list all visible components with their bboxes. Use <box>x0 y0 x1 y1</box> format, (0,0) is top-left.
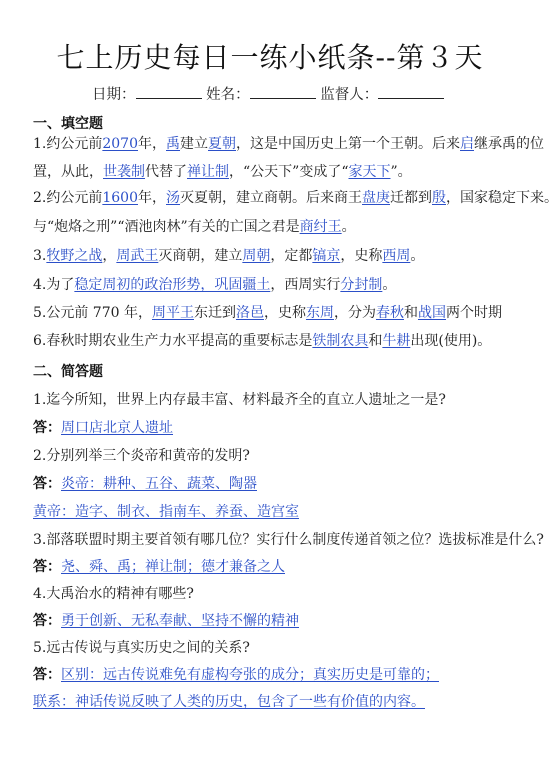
short-question-2: 2.分别列举三个炎帝和黄帝的发明? <box>33 448 250 464</box>
answer-blank: 启 <box>460 136 474 152</box>
answer-blank: 分封制 <box>340 277 383 293</box>
answer-blank: 周平王 <box>151 305 194 321</box>
short-question-4: 4.大禹治水的精神有哪些? <box>33 586 194 602</box>
answer-blank: 周武王 <box>116 248 159 264</box>
answer-blank: 禹 <box>166 136 180 152</box>
answer-blank: 春秋 <box>375 305 404 321</box>
section-fill-heading: 一、填空题 <box>33 116 103 132</box>
short-answer-5-cont: 联系：神话传说反映了人类的历史，包含了一些有价值的内容。 <box>33 694 425 710</box>
answer-blank: 2070 <box>102 136 138 152</box>
short-answer-3: 答：尧、舜、禹；禅让制；德才兼备之人 <box>33 559 285 575</box>
fill-question-3: 3.牧野之战，周武王灭商朝，建立周朝，定都镐京，史称西周。 <box>33 248 425 264</box>
answer-blank: 牛耕 <box>382 333 411 349</box>
answer-blank: 战国 <box>417 305 446 321</box>
answer-blank: 夏朝 <box>208 136 236 152</box>
answer-blank: 东周 <box>305 305 334 321</box>
answer-blank: 西周 <box>382 248 411 264</box>
answer-blank: 镐京 <box>312 248 341 264</box>
answer-blank: 殷 <box>432 190 446 206</box>
answer-blank: 稳定周初的政治形势，巩固疆土 <box>74 277 271 293</box>
answer-blank: 汤 <box>166 190 180 206</box>
answer-blank: 家天下 <box>348 164 391 180</box>
fill-question-6: 6.春秋时期农业生产力水平提高的重要标志是铁制农具和牛耕出现(使用)。 <box>33 333 492 349</box>
supervisor-blank[interactable] <box>378 86 444 99</box>
short-answer-1: 答：周口店北京人遗址 <box>33 420 173 436</box>
name-blank[interactable] <box>250 86 316 99</box>
short-answer-5: 答：区别：远古传说难免有虚构夸张的成分；真实历史是可靠的； <box>33 667 439 683</box>
date-label: 日期： <box>92 87 136 103</box>
answer-blank: 禅让制 <box>187 164 229 180</box>
short-answer-2-cont: 黄帝：造字、制衣、指南车、养蚕、造宫室 <box>33 504 299 520</box>
short-question-1: 1.迄今所知，世界上内存最丰富、材料最齐全的直立人遗址之一是? <box>33 392 446 408</box>
fill-question-1: 1.约公元前2070年，禹建立夏朝，这是中国历史上第一个王朝。后来启继承禹的位 <box>33 136 544 152</box>
answer-blank: 世袭制 <box>103 164 145 180</box>
supervisor-label: 监督人： <box>320 87 379 103</box>
answer-blank: 铁制农具 <box>312 333 369 349</box>
answer-blank: 1600 <box>102 190 138 206</box>
fill-question-1-cont: 置，从此，世袭制代替了禅让制，“公天下”变成了“家天下”。 <box>33 164 412 180</box>
header-fields <box>92 83 444 104</box>
answer-blank: 周朝 <box>242 248 271 264</box>
short-answer-4: 答：勇于创新、无私奉献、坚持不懈的精神 <box>33 613 299 629</box>
fill-question-2: 2.约公元前1600年，汤灭夏朝，建立商朝。后来商王盘庚迁都到殷，国家稳定下来。 <box>33 190 558 206</box>
date-blank[interactable] <box>136 86 202 99</box>
short-question-5: 5.远古传说与真实历史之间的关系? <box>33 640 250 656</box>
name-label: 姓名： <box>206 87 250 103</box>
section-short-heading: 二、简答题 <box>33 364 103 380</box>
answer-blank: 牧野之战 <box>46 248 103 264</box>
fill-question-5: 5.公元前 770 年，周平王东迁到洛邑，史称东周，分为春秋和战国两个时期 <box>33 305 502 321</box>
answer-blank: 洛邑 <box>235 305 264 321</box>
page-title: 七上历史每日一练小纸条--第３天 <box>56 41 484 74</box>
answer-blank: 商纣王 <box>299 219 342 235</box>
fill-question-2-cont: 与“炮烙之刑”“酒池肉林”有关的亡国之君是商纣王。 <box>33 219 356 235</box>
short-question-3: 3.部落联盟时期主要首领有哪几位？实行什么制度传递首领之位？选拔标准是什么? <box>33 532 544 548</box>
answer-blank: 盘庚 <box>362 190 390 206</box>
short-answer-2: 答：炎帝：耕种、五谷、蔬菜、陶器 <box>33 476 257 492</box>
fill-question-4: 4.为了稳定周初的政治形势，巩固疆土，西周实行分封制。 <box>33 277 397 293</box>
